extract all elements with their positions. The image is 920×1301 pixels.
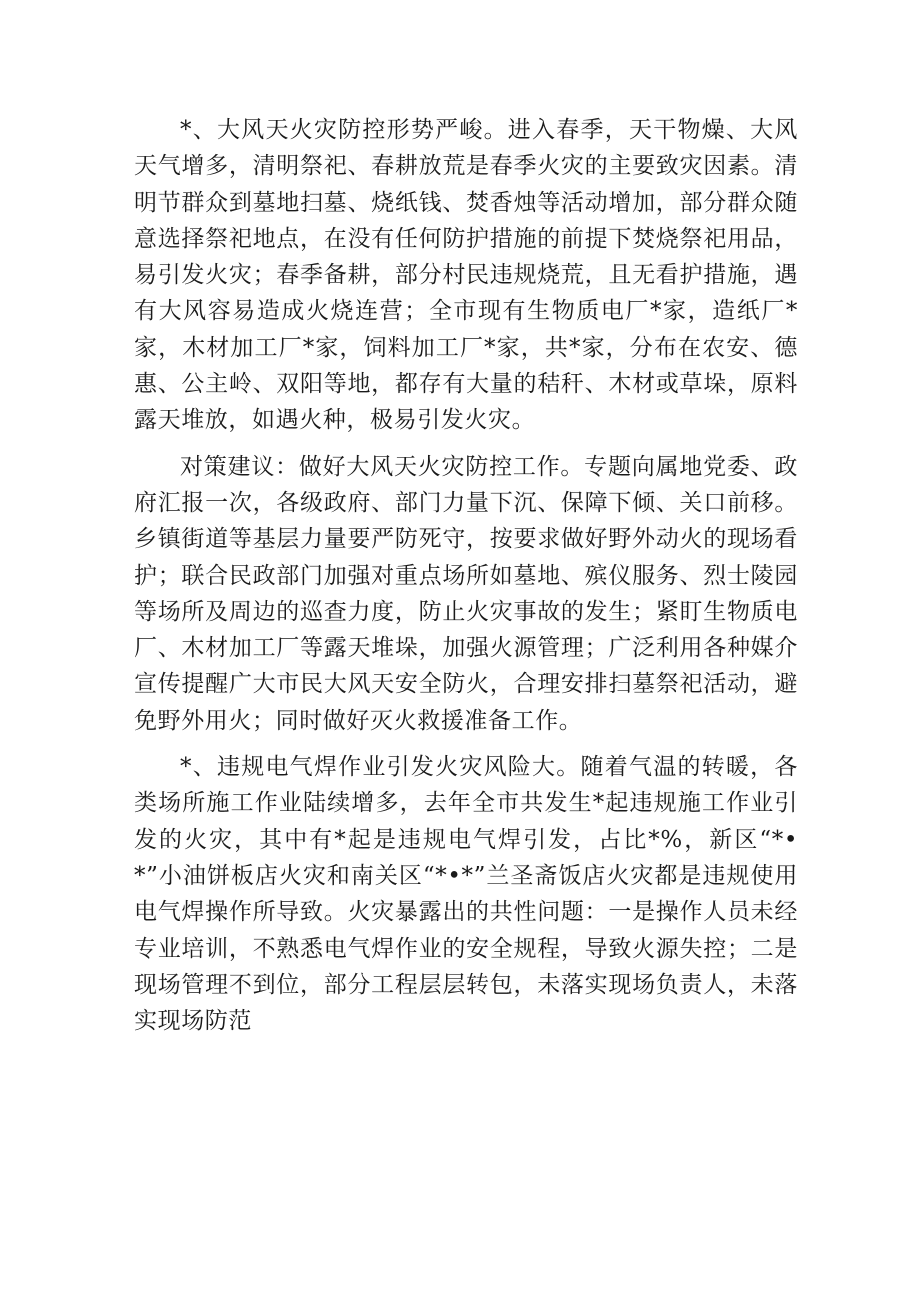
paragraph-wind-fire-risk: *、大风天火灾防控形势严峻。进入春季，天干物燥、大风天气增多，清明祭祀、春耕放荒是春季火灾的主要致灾因素。清明节群众到墓地扫墓、烧纸钱、焚香烛等活动增加，部分群众随意选择祭祀地点，在没有任何防护措施的前提下焚烧祭祀用品，易引发火灾；春季备耕，部分村民违规烧荒，且无看护措施，遇有大风容易造成火烧连营；全市现有生物质电厂*家，造纸厂*家，木材加工厂*家，饲料加工厂*家，共*家，分布在农安、德惠、公主岭、双阳等地，都存有大量的秸秆、木材或草垛，原料露天堆放，如遇火种，极易引发火灾。 [134, 117, 798, 434]
document-body [134, 112, 798, 1049]
paragraph-welding-fire-risk: *、违规电气焊作业引发火灾风险大。随着气温的转暖，各类场所施工作业陆续增多，去年全市共发生*起违规施工作业引发的火灾，其中有*起是违规电气焊引发，占比*%，新区“*•*”小油饼板店火灾和南关区“*•*”兰圣斋饭店火灾都是违规使用电气焊操作所导致。火灾暴露出的共性问题：一是操作人员未经专业培训，不熟悉电气焊作业的安全规程，导致火源失控；二是现场管理不到位，部分工程层层转包，未落实现场负责人，未落实现场防范 [134, 754, 798, 1035]
paragraph-countermeasures: 对策建议：做好大风天火灾防控工作。专题向属地党委、政府汇报一次，各级政府、部门力量下沉、保障下倾、关口前移。乡镇街道等基层力量要严防死守，按要求做好野外动火的现场看护；联合民政部门加强对重点场所如墓地、殡仪服务、烈士陵园等场所及周边的巡查力度，防止火灾事故的发生；紧盯生物质电厂、木材加工厂等露天堆垛，加强火源管理；广泛利用各种媒介宣传提醒广大市民大风天安全防火，合理安排扫墓祭祀活动，避免野外用火；同时做好灭火救援准备工作。 [134, 453, 798, 734]
